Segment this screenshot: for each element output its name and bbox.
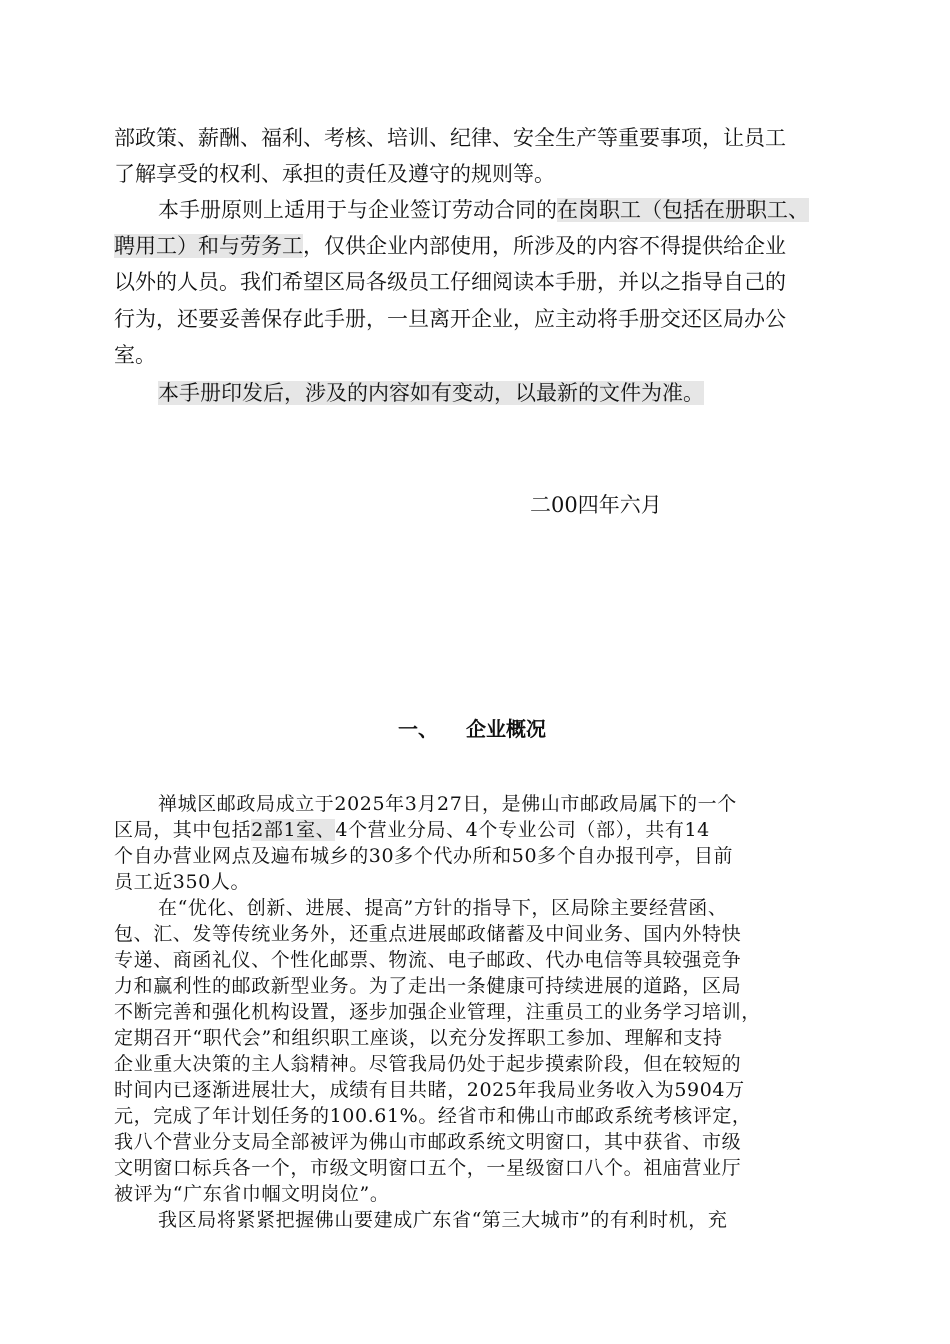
intro-line-6: 行为，还要妥善保存此手册，一旦离开企业，应主动将手册交还区局办公 [114, 307, 786, 331]
body-line-6: 包、汇、发等传统业务外，还重点进展邮政储蓄及中间业务、国内外特快 [114, 923, 742, 945]
highlighted-text: 聘用工）和与劳务工 [114, 234, 303, 258]
intro-line-1: 部政策、薪酬、福利、考核、培训、纪律、安全生产等重要事项，让员工 [114, 126, 786, 150]
body-line-1: 禅城区邮政局成立于2025年3月27日，是佛山市邮政局属下的一个 [158, 793, 737, 815]
body-text: 4个营业分局、4个专业公司（部），共有14 [335, 819, 710, 841]
body-line-15: 文明窗口标兵各一个，市级文明窗口五个，一星级窗口八个。祖庙营业厅 [114, 1157, 742, 1179]
intro-line-4 [114, 231, 786, 261]
body-line-16: 被评为“广东省巾帼文明岗位”。 [114, 1183, 390, 1205]
body-line-12: 时间内已逐渐进展壮大，成绩有目共睹，2025年我局业务收入为5904万 [114, 1079, 745, 1101]
body-line-5: 在“优化、创新、进展、提高”方针的指导下，区局除主要经营函、 [158, 897, 728, 919]
body-line-9: 不断完善和强化机构设置，逐步加强企业管理，注重员工的业务学习培训， [114, 1001, 761, 1023]
body-line-14: 我八个营业分支局全部被评为佛山市邮政系统文明窗口，其中获省、市级 [114, 1131, 742, 1153]
body-line-4: 员工近350人。 [114, 871, 251, 893]
body-line-11: 企业重大决策的主人翁精神。尽管我局仍处于起步摸索阶段，但在较短的 [114, 1053, 742, 1075]
intro-line-7: 室。 [114, 343, 156, 367]
body-line-8: 力和赢利性的邮政新型业务。为了走出一条健康可持续进展的道路，区局 [114, 975, 742, 997]
intro-line-2: 了解享受的权利、承担的责任及遵守的规则等。 [114, 162, 555, 186]
body-line-13: 元，完成了年计划任务的100.61%。经省市和佛山市邮政系统考核评定， [114, 1105, 752, 1127]
body-line-3: 个自办营业网点及遍布城乡的30多个代办所和50多个自办报刊亭，目前 [114, 845, 734, 867]
highlighted-text: 本手册印发后，涉及的内容如有变动，以最新的文件为准。 [158, 381, 704, 405]
body-line-2 [114, 817, 710, 843]
section-number: 一、 [398, 717, 438, 741]
body-line-10: 定期召开“职代会”和组织职工座谈，以充分发挥职工参加、理解和支持 [114, 1027, 723, 1049]
intro-line-5: 以外的人员。我们希望区局各级员工仔细阅读本手册，并以之指导自己的 [114, 270, 786, 294]
highlighted-text: 在岗职工（包括在册职工、 [557, 198, 809, 222]
intro-line-8 [158, 378, 704, 408]
intro-text: ，仅供企业内部使用，所涉及的内容不得提供给企业 [303, 234, 786, 258]
body-line-7: 专递、商函礼仪、个性化邮票、物流、电子邮政、代办电信等具较强竞争 [114, 949, 742, 971]
highlighted-text: 2部1室、 [251, 819, 336, 841]
section-title: 企业概况 [466, 717, 546, 741]
body-text: 区局，其中包括 [114, 819, 252, 841]
intro-text: 本手册原则上适用于与企业签订劳动合同的 [158, 198, 557, 222]
intro-line-3 [158, 195, 809, 225]
document-date: 二00四年六月 [530, 493, 662, 517]
body-line-17: 我区局将紧紧把握佛山要建成广东省“第三大城市”的有利时机，充 [158, 1209, 728, 1231]
